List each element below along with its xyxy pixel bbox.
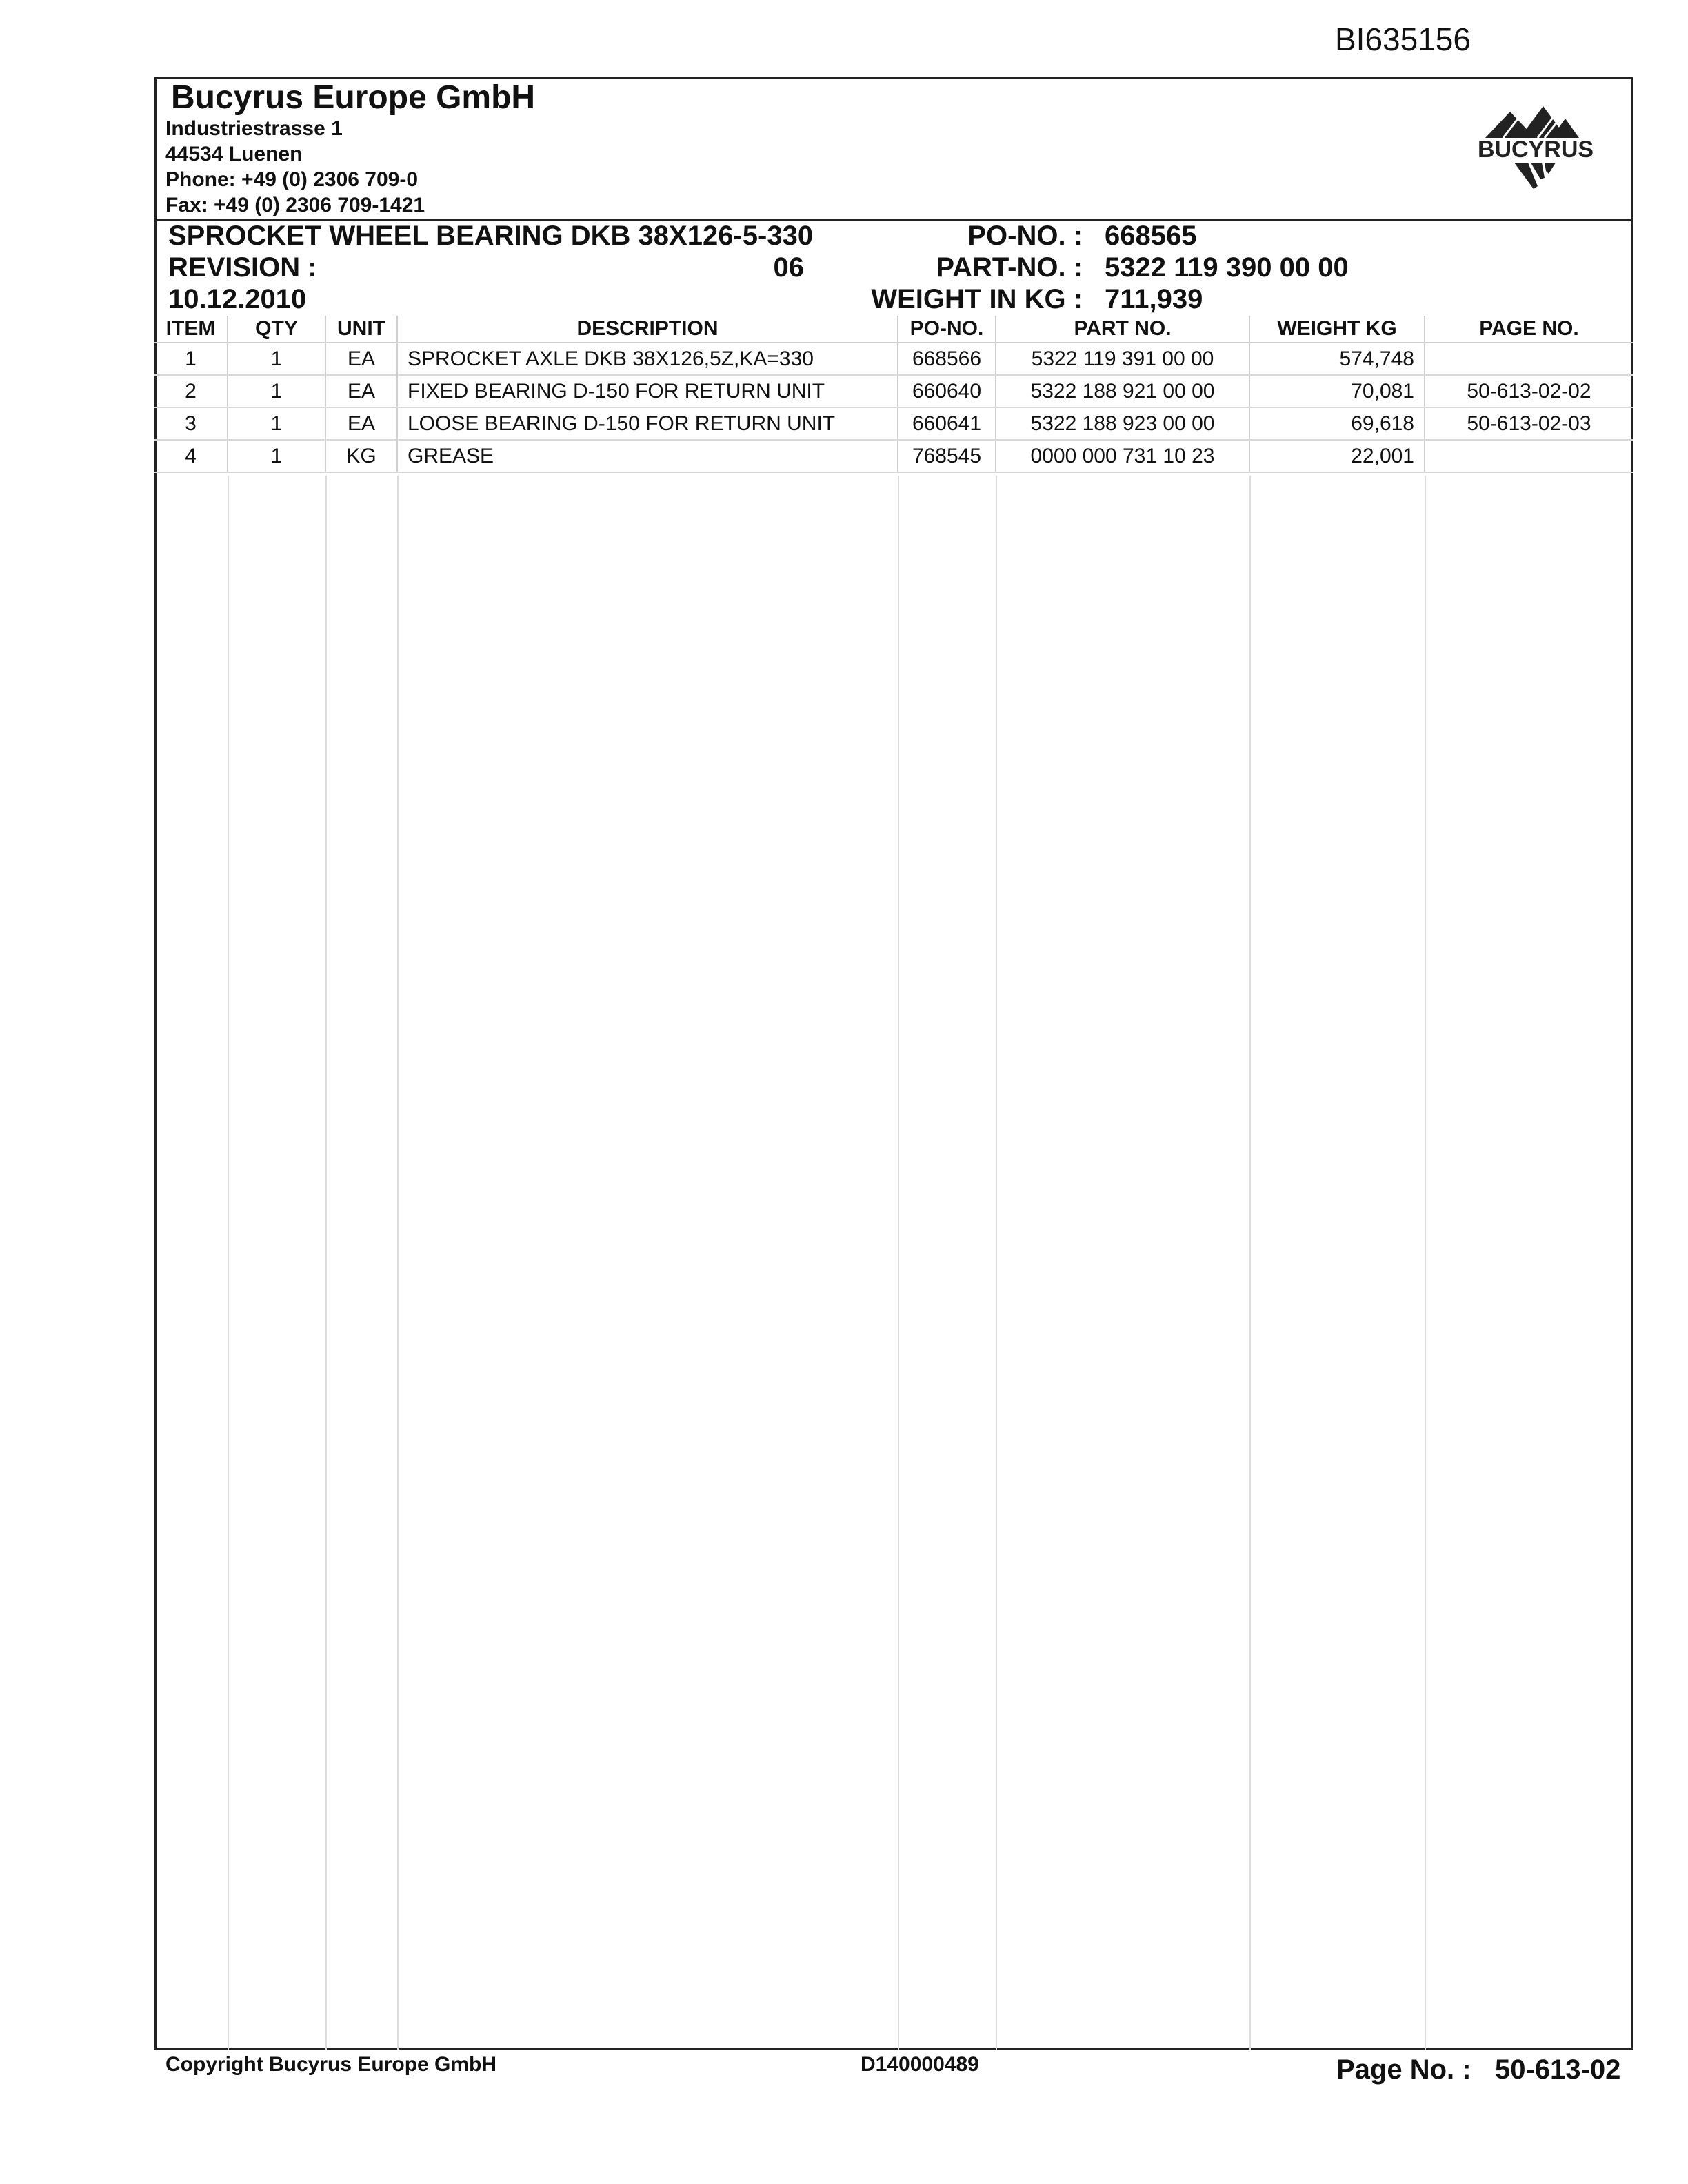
cell-description: GREASE [397,440,898,472]
table-row [154,343,1633,375]
revision-date: 10.12.2010 [168,284,307,314]
cell-unit: EA [325,375,397,407]
page-number: 50-613-02 [1495,2054,1621,2085]
col-header-description: DESCRIPTION [397,316,898,343]
cell-item: 1 [154,343,228,375]
cell-weight: 22,001 [1249,440,1425,472]
cell-item: 3 [154,407,228,440]
assembly-title: SPROCKET WHEEL BEARING DKB 38X126-5-330 [168,221,814,251]
document-code: D140000489 [861,2053,979,2076]
cell-qty: 1 [228,440,325,472]
cell-po-no: 660640 [898,375,996,407]
cell-part-no: 0000 000 731 10 23 [996,440,1249,472]
company-phone: Phone: +49 (0) 2306 709-0 [165,168,419,191]
cell-qty: 1 [228,407,325,440]
cell-page-no: 50-613-02-02 [1425,375,1633,407]
company-street: Industriestrasse 1 [165,117,343,140]
col-header-unit: UNIT [325,316,397,343]
col-header-qty: QTY [228,316,325,343]
revision-label: REVISION : [168,252,317,283]
cell-weight: 70,081 [1249,375,1425,407]
cell-po-no: 668566 [898,343,996,375]
col-header-weight: WEIGHT KG [1249,316,1425,343]
cell-po-no: 768545 [898,440,996,472]
column-rule [228,476,229,2050]
cell-part-no: 5322 119 391 00 00 [996,343,1249,375]
table-row [154,440,1633,472]
column-rule [397,476,399,2050]
po-label: PO-NO. : [967,221,1083,251]
cell-weight: 69,618 [1249,407,1425,440]
cell-description: LOOSE BEARING D-150 FOR RETURN UNIT [397,407,898,440]
cell-page-no [1425,440,1633,472]
column-rule [996,476,997,2050]
column-rule [325,476,327,2050]
document-id: BI635156 [1335,21,1471,57]
cell-unit: KG [325,440,397,472]
col-header-po-no: PO-NO. [898,316,996,343]
col-header-page-no: PAGE NO. [1425,316,1633,343]
cell-qty: 1 [228,375,325,407]
bucyrus-logo [1462,102,1609,194]
company-city: 44534 Luenen [165,143,303,165]
page-label: Page No. : [1336,2054,1471,2085]
weight-label: WEIGHT IN KG : [871,284,1083,314]
cell-page-no: 50-613-02-03 [1425,407,1633,440]
company-fax: Fax: +49 (0) 2306 709-1421 [165,194,425,216]
logo-text: BUCYRUS [1477,136,1594,163]
part-value: 5322 119 390 00 00 [1105,252,1349,283]
cell-page-no [1425,343,1633,375]
cell-description: SPROCKET AXLE DKB 38X126,5Z,KA=330 [397,343,898,375]
cell-po-no: 660641 [898,407,996,440]
table-header-row [154,316,1633,343]
cell-item: 2 [154,375,228,407]
company-name: Bucyrus Europe GmbH [171,79,536,116]
cell-description: FIXED BEARING D-150 FOR RETURN UNIT [397,375,898,407]
table-row [154,375,1633,407]
cell-part-no: 5322 188 923 00 00 [996,407,1249,440]
column-rule [898,476,899,2050]
weight-value: 711,939 [1105,284,1203,314]
cell-unit: EA [325,407,397,440]
cell-qty: 1 [228,343,325,375]
parts-table [154,316,1633,473]
copyright: Copyright Bucyrus Europe GmbH [165,2053,497,2076]
part-label: PART-NO. : [936,252,1083,283]
col-header-part-no: PART NO. [996,316,1249,343]
cell-unit: EA [325,343,397,375]
column-rule [1425,476,1426,2050]
cell-weight: 574,748 [1249,343,1425,375]
cell-part-no: 5322 188 921 00 00 [996,375,1249,407]
column-rule [1249,476,1251,2050]
po-value: 668565 [1105,221,1197,251]
revision-value: 06 [773,252,804,283]
col-header-item: ITEM [154,316,228,343]
table-row [154,407,1633,440]
cell-item: 4 [154,440,228,472]
